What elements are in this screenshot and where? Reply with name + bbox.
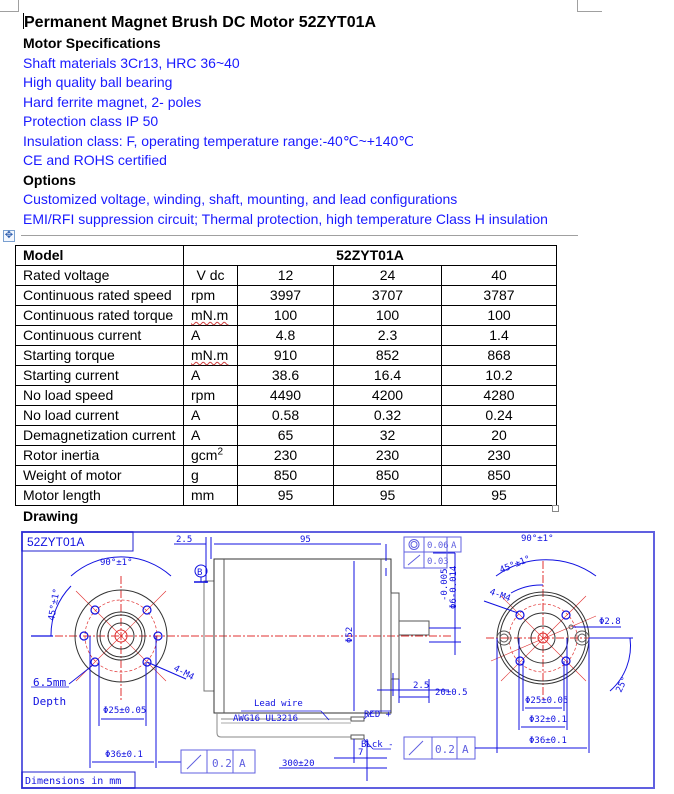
document-title[interactable]: Permanent Magnet Brush DC Motor 52ZYT01A — [24, 14, 377, 31]
red-wire-label: RED + — [364, 710, 392, 720]
value-cell: 3787 — [442, 286, 557, 306]
runout-top-value: 0.03 — [427, 557, 449, 567]
table-row — [16, 386, 557, 406]
value-cell: 100 — [238, 306, 334, 326]
shaft-step-label: 2.5 — [413, 681, 430, 691]
table-move-handle-icon[interactable]: ✥ — [4, 230, 14, 241]
table-header-row — [16, 246, 557, 266]
page-margin-corner-top-left — [0, 0, 19, 12]
spec-line: CE and ROHS certified — [23, 152, 167, 168]
angle-45-label: 45°±1° — [47, 587, 63, 622]
param-cell: Demagnetization current — [16, 426, 184, 446]
header-model-label: Model — [16, 246, 184, 266]
hole-dia-label: Φ2.8 — [599, 617, 621, 627]
value-cell: 4490 — [238, 386, 334, 406]
table-row — [16, 346, 557, 366]
thread-label-left: 4-M4 — [171, 663, 196, 683]
datum-b-label: B — [197, 568, 203, 578]
value-cell: 4.8 — [238, 326, 334, 346]
param-cell: Starting current — [16, 366, 184, 386]
value-cell: 95 — [238, 486, 334, 506]
unit-cell — [184, 306, 238, 326]
body-dia-label: Φ52 — [345, 626, 355, 643]
spellcheck-underline: mN.m — [191, 347, 229, 363]
value-cell: 16.4 — [334, 366, 442, 386]
outer-dia-label-left: Φ36±0.1 — [105, 750, 143, 760]
value-cell: 230 — [334, 446, 442, 466]
value-cell: 910 — [238, 346, 334, 366]
unit-cell: rpm — [184, 386, 238, 406]
spec-line: Shaft materials 3Cr13, HRC 36~40 — [23, 54, 240, 71]
thread-label-right: 4-M4 — [487, 587, 512, 605]
spec-line: High quality ball bearing — [23, 74, 173, 90]
value-cell: 4200 — [334, 386, 442, 406]
param-cell: Continuous rated speed — [16, 286, 184, 306]
depth-value-label: 6.5mm — [33, 676, 67, 689]
value-cell: 32 — [334, 426, 442, 446]
lead-wire-label: Lead wire — [254, 699, 303, 709]
concentricity-datum: A — [451, 541, 457, 551]
runout-right-datum: A — [462, 743, 469, 756]
front-view-left — [31, 557, 255, 773]
table-row — [16, 306, 557, 326]
wire-spec-label: AWG16 UL3216 — [233, 714, 299, 724]
unit-cell: gcm$^2$ — [184, 446, 238, 466]
runout-left-value: 0.2 — [212, 757, 232, 770]
lead-length-label: 300±20 — [282, 759, 315, 769]
motor-technical-drawing[interactable] — [21, 531, 655, 789]
value-cell: 100 — [442, 306, 557, 326]
angle-25-label: 25° — [614, 675, 631, 695]
value-cell: 868 — [442, 346, 557, 366]
value-cell: 850 — [442, 466, 557, 486]
param-cell: Rated voltage — [16, 266, 184, 286]
value-cell: 850 — [334, 466, 442, 486]
angle-90-label-right: 90°±1° — [521, 534, 554, 544]
drawing-model-label: 52ZYT01A — [27, 535, 85, 549]
unit-cell: rpm — [184, 286, 238, 306]
table-row — [16, 266, 557, 286]
table-resize-handle[interactable] — [552, 505, 559, 512]
table-row — [16, 286, 557, 306]
value-cell: 2.3 — [334, 326, 442, 346]
table-row — [16, 366, 557, 386]
value-cell: 1.4 — [442, 326, 557, 346]
shaft-tol-upper-label: -0.005 — [440, 568, 450, 601]
value-cell: 0.32 — [334, 406, 442, 426]
outer-dia-label-right: Φ36±0.1 — [529, 736, 567, 746]
param-cell: Rotor inertia — [16, 446, 184, 466]
depth-label: Depth — [33, 695, 67, 708]
runout-left-datum: A — [239, 757, 246, 770]
rear-view-right — [484, 534, 633, 753]
param-cell: Weight of motor — [16, 466, 184, 486]
value-cell: 850 — [238, 466, 334, 486]
specifications-heading: Motor Specifications — [23, 35, 161, 51]
table-row — [16, 406, 557, 426]
table-row — [16, 486, 557, 506]
value-cell: 4280 — [442, 386, 557, 406]
strip-length-label: 7 — [358, 748, 364, 758]
param-cell: Continuous current — [16, 326, 184, 346]
spec-table — [15, 245, 557, 506]
unit-cell: V dc — [184, 266, 238, 286]
unit-cell: mm — [184, 486, 238, 506]
bolt-circle-label-right: Φ25±0.05 — [525, 696, 569, 706]
value-cell: 852 — [334, 346, 442, 366]
unit-cell — [184, 346, 238, 366]
param-cell: No load speed — [16, 386, 184, 406]
table-row — [16, 446, 557, 466]
spellcheck-underline: mN.m — [191, 307, 229, 323]
shaft-length-label: 20±0.5 — [435, 688, 468, 698]
value-cell: 12 — [238, 266, 334, 286]
header-model-value: 52ZYT01A — [184, 246, 557, 266]
options-heading: Options — [23, 171, 76, 188]
unit-cell: A — [184, 426, 238, 446]
horizontal-rule — [21, 235, 578, 236]
value-cell: 230 — [442, 446, 557, 466]
table-row — [16, 326, 557, 346]
param-cell: No load current — [16, 406, 184, 426]
black-wire-label: BLck - — [361, 740, 394, 750]
value-cell: 100 — [334, 306, 442, 326]
unit-cell: A — [184, 366, 238, 386]
unit-cell: g — [184, 466, 238, 486]
unit-cell: A — [184, 326, 238, 346]
value-cell: 0.24 — [442, 406, 557, 426]
flange-gap-label: 2.5 — [176, 535, 193, 545]
side-view — [171, 535, 518, 781]
value-cell: 95 — [442, 486, 557, 506]
unit-cell: A — [184, 406, 238, 426]
dimensions-note: Dimensions in mm — [25, 776, 122, 787]
param-cell: Continuous rated torque — [16, 306, 184, 326]
option-line: EMI/RFI suppression circuit; Thermal protection, high temperature Class H insulation — [23, 210, 548, 227]
value-cell: 3997 — [238, 286, 334, 306]
value-cell: 230 — [238, 446, 334, 466]
shaft-tol-lower-label: Φ6-0.014 — [449, 565, 459, 609]
runout-right-value: 0.2 — [435, 743, 455, 756]
value-cell: 38.6 — [238, 366, 334, 386]
boss-dia-label: Φ32±0.1 — [529, 715, 567, 725]
table-row — [16, 426, 557, 446]
document-body — [23, 12, 583, 229]
value-cell: 0.58 — [238, 406, 334, 426]
body-length-label: 95 — [300, 535, 311, 545]
spec-line: Insulation class: F, operating temperature range:-40℃~+140℃ — [23, 132, 415, 149]
option-line: Customized voltage, winding, shaft, mounting, and lead configurations — [23, 191, 458, 207]
value-cell: 3707 — [334, 286, 442, 306]
angle-45-label-right: 45°±1° — [498, 554, 533, 576]
concentricity-value: 0.06 — [427, 541, 449, 551]
value-cell: 40 — [442, 266, 557, 286]
angle-90-label: 90°±1° — [100, 558, 133, 568]
value-cell: 10.2 — [442, 366, 557, 386]
value-cell: 65 — [238, 426, 334, 446]
spec-line: Protection class IP 50 — [23, 113, 159, 129]
param-cell: Motor length — [16, 486, 184, 506]
spec-line: Hard ferrite magnet, 2- poles — [23, 93, 202, 110]
page-margin-corner-top-right — [577, 0, 602, 12]
bolt-circle-label: Φ25±0.05 — [103, 706, 147, 716]
drawing-heading: Drawing — [23, 508, 79, 524]
param-cell: Starting torque — [16, 346, 184, 366]
value-cell: 24 — [334, 266, 442, 286]
value-cell: 20 — [442, 426, 557, 446]
value-cell: 95 — [334, 486, 442, 506]
table-row — [16, 466, 557, 486]
